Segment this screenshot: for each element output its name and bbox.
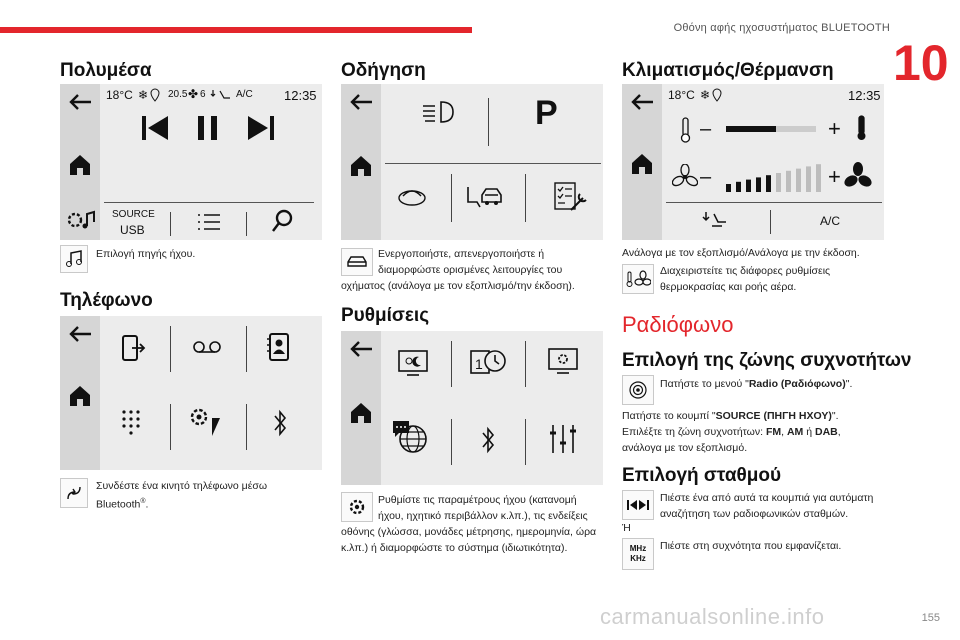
driving-heading: Οδήγηση [341, 60, 426, 81]
radio-signal-icon [628, 380, 648, 400]
airflow-seat-icon [210, 88, 232, 102]
date-time-icon[interactable] [469, 345, 507, 377]
telephone-desc-line: Συνδέστε ένα κινητό τηλέφωνο μέσω [96, 480, 268, 492]
fan-bar [736, 182, 741, 192]
fan-bar [746, 180, 751, 192]
status-time: 12:35 [848, 88, 881, 103]
climate-settings-icon [625, 270, 651, 288]
telephone-heading: Τηλέφωνο [60, 290, 153, 311]
driving-desc-line-2: διαμορφώστε ορισμένες λειτουργίες του [378, 264, 563, 276]
fan-bar [766, 175, 771, 192]
watermark: carmanualsonline.info [600, 604, 825, 629]
fan-minus-button[interactable]: – [700, 166, 712, 188]
divider [770, 210, 771, 234]
bluetooth-icon[interactable] [480, 425, 496, 455]
band-step-3-post: , [837, 426, 841, 438]
home-icon[interactable] [68, 153, 92, 177]
list-icon[interactable] [196, 212, 222, 232]
climate-screen [622, 84, 884, 240]
band-step-2 [622, 408, 882, 424]
temp-minus-button[interactable]: – [700, 118, 712, 140]
climate-desc2-line-1: Διαχειριστείτε τις διάφορες ρυθμίσεις [660, 265, 831, 277]
location-pin-icon [712, 88, 722, 102]
divider [666, 202, 882, 203]
fan-bar [726, 184, 731, 192]
settings-desc-line-1: Ρυθμίστε τις παραμέτρους ήχου (κατανομή [378, 494, 577, 506]
language-globe-icon[interactable] [391, 419, 429, 455]
fan-high-icon [844, 162, 872, 190]
divider [246, 326, 247, 372]
source-value[interactable]: USB [120, 223, 145, 237]
band-or: ή [803, 426, 815, 438]
contacts-icon[interactable] [266, 332, 292, 362]
seek-icon-box [622, 490, 654, 520]
radio-heading: Ραδιόφωνο [622, 312, 734, 337]
back-arrow-icon[interactable] [67, 324, 93, 344]
previous-track-icon[interactable] [140, 114, 170, 142]
settings-screen [341, 331, 603, 485]
fan-bar [786, 171, 791, 192]
car-icon-box [341, 248, 373, 276]
band-dab: DAB [815, 426, 838, 438]
back-arrow-icon[interactable] [629, 92, 655, 112]
station-step-1 [660, 490, 890, 522]
status-ac: A/C [236, 89, 253, 100]
divider [451, 419, 452, 465]
header-red-bar [0, 27, 472, 33]
frequency-icon-box [622, 538, 654, 570]
fan-bar [776, 173, 781, 192]
settings-description-more [341, 524, 611, 556]
band-fm: FM [765, 426, 782, 438]
climate-desc2-line-2: θερμοκρασίας και ροής αέρα. [660, 281, 797, 293]
band-steps [622, 408, 882, 456]
band-step-1 [660, 376, 890, 392]
climate-desc2-lines [660, 263, 890, 295]
fan-speed-bars[interactable] [724, 162, 824, 194]
telephone-desc-end: . [145, 498, 149, 511]
band-step-3-pre: Επιλέξτε τη ζώνη συχνοτήτων: [622, 426, 766, 438]
fan-bar [756, 177, 761, 192]
phone-link-icon-box [60, 478, 88, 508]
keypad-icon[interactable] [120, 408, 142, 438]
headlight-icon[interactable] [421, 98, 455, 126]
divider [451, 341, 452, 387]
driving-screen [341, 84, 603, 240]
fan-low-icon [672, 164, 698, 190]
band-comma: , [781, 426, 787, 438]
settings-desc-line-4: κ.λπ.) ή διαμορφώστε το σύστημα (ιδιωτικότητα). [341, 542, 568, 554]
ac-button[interactable]: A/C [820, 214, 841, 228]
divider [170, 212, 171, 236]
band-am: AM [786, 426, 804, 438]
voicemail-icon[interactable] [192, 340, 222, 354]
status-temp: 18°C [668, 88, 695, 102]
radio-menu-name: Radio (Ραδιόφωνο) [748, 378, 846, 390]
telephone-screen [60, 316, 322, 470]
pause-icon[interactable] [196, 114, 220, 142]
band-step-1-post: ". [845, 378, 853, 390]
divider [525, 341, 526, 387]
temperature-slider-fill [726, 126, 776, 132]
temp-plus-button[interactable]: + [828, 116, 841, 141]
back-arrow-icon[interactable] [348, 92, 374, 112]
divider [170, 326, 171, 372]
divider [246, 212, 247, 236]
source-label: SOURCE [112, 209, 155, 220]
divider [525, 174, 526, 222]
climate-heading: Κλιματισμός/Θέρμανση [622, 60, 834, 81]
back-arrow-icon[interactable] [348, 339, 374, 359]
gear-icon [347, 497, 367, 517]
status-time: 12:35 [284, 88, 317, 103]
driving-description-lines [378, 246, 606, 278]
status-fan-level: 6 [200, 89, 206, 100]
divider [385, 163, 601, 164]
driving-desc-line-3: οχήματος (ανάλογα με τον εξοπλισμό/την έκδοση). [341, 280, 575, 292]
vehicle-top-icon[interactable] [397, 184, 427, 208]
band-step-2-pre: Πατήστε το κουμπί " [622, 410, 716, 422]
mhz-label: MHz [629, 544, 647, 553]
gear-icon-box [341, 492, 373, 522]
station-heading: Επιλογή σταθμού [622, 465, 782, 486]
home-icon[interactable] [349, 401, 373, 425]
checklist-wrench-icon[interactable] [553, 180, 587, 214]
divider [104, 202, 314, 203]
driving-desc-line-1: Ενεργοποιήστε, απενεργοποιήστε ή [378, 248, 545, 260]
settings-description-lines [378, 492, 606, 524]
registered-mark: ® [140, 498, 146, 505]
multimedia-screen [60, 84, 322, 240]
climate-description: Ανάλογα με τον εξοπλισμό/Ανάλογα με την έκδοση. [622, 247, 860, 259]
fan-plus-button[interactable]: + [828, 164, 841, 189]
telephone-description [96, 478, 316, 513]
bluetooth-icon[interactable] [272, 408, 288, 438]
car-icon [346, 254, 368, 270]
next-track-icon[interactable] [246, 114, 276, 142]
divider [488, 98, 489, 146]
telephone-desc-bluetooth: Bluetooth [96, 498, 141, 511]
phone-link-icon [65, 484, 83, 502]
parking-icon[interactable]: P [535, 94, 558, 132]
settings-heading: Ρυθμίσεις [341, 305, 430, 326]
location-pin-icon [150, 88, 160, 102]
music-note-icon-box [60, 245, 88, 273]
multimedia-heading: Πολυμέσα [60, 60, 152, 81]
home-icon[interactable] [68, 384, 92, 408]
band-heading: Επιλογή της ζώνης συχνοτήτων [622, 350, 912, 371]
temperature-slider-track[interactable] [726, 126, 816, 132]
back-arrow-icon[interactable] [67, 92, 93, 112]
multimedia-description: Επιλογή πηγής ήχου. [96, 248, 196, 260]
seat-car-icon[interactable] [465, 184, 503, 210]
header-title: Οθόνη αφής ηχοσυστήματος BLUETOOTH [673, 22, 890, 34]
seek-buttons-icon [626, 498, 650, 512]
band-step-2-post: ". [831, 410, 839, 422]
fan-bar [816, 164, 821, 192]
station-step-1-line-2: αναζήτηση των ραδιοφωνικών σταθμών. [660, 508, 849, 520]
display-brightness-icon[interactable] [397, 349, 429, 377]
divider [170, 404, 171, 450]
airflow-seat-icon[interactable] [702, 210, 728, 230]
fan-bar [806, 166, 811, 192]
settings-desc-line-3: οθόνης (γλώσσα, μονάδες μέτρησης, ημερομηνία, ώρα [341, 526, 597, 538]
snow-icon: ❄ [138, 88, 149, 102]
page-number: 155 [921, 612, 940, 624]
thermometer-high-icon [856, 114, 868, 144]
divider [246, 404, 247, 450]
band-step-1-pre: Πατήστε το μενού " [660, 378, 749, 390]
divider [525, 419, 526, 465]
source-button-name: SOURCE (ΠΗΓΗ ΗΧΟΥ) [715, 410, 832, 422]
band-step-3 [622, 424, 882, 440]
svg-text:1: 1 [475, 356, 483, 372]
home-icon[interactable] [349, 154, 373, 178]
phone-settings-icon[interactable] [188, 406, 222, 438]
khz-label: KHz [630, 554, 646, 563]
station-step-2: Πιέστε στη συχνότητα που εμφανίζεται. [660, 540, 842, 552]
band-step-4: ανάλογα με τον εξοπλισμό. [622, 442, 748, 454]
station-step-1-line-1: Πιέστε ένα από αυτά τα κουμπιά για αυτόματη [660, 492, 874, 504]
equalizer-icon[interactable] [549, 423, 577, 455]
thermometer-low-icon [680, 116, 692, 144]
search-icon[interactable] [270, 208, 294, 234]
status-fan-temp: 20.5 [168, 89, 188, 100]
phone-transfer-icon[interactable] [120, 334, 146, 362]
status-temp: 18°C [106, 88, 133, 102]
display-settings-icon[interactable] [547, 347, 579, 375]
chapter-number: 10 [893, 35, 949, 91]
snow-icon: ❄ [700, 88, 711, 102]
divider [451, 174, 452, 222]
fan-icon: ✤ [188, 87, 199, 101]
settings-music-icon[interactable] [65, 208, 97, 232]
settings-desc-line-2: ήχου, ηχητικό περιβάλλον κ.λπ.), τις ενδείξεις [378, 510, 588, 522]
climate-icon-box [622, 264, 654, 294]
or-text: Ή [622, 522, 631, 534]
home-icon[interactable] [630, 152, 654, 176]
fan-bar [796, 169, 801, 192]
radio-icon-box [622, 375, 654, 405]
music-note-icon [65, 250, 83, 268]
